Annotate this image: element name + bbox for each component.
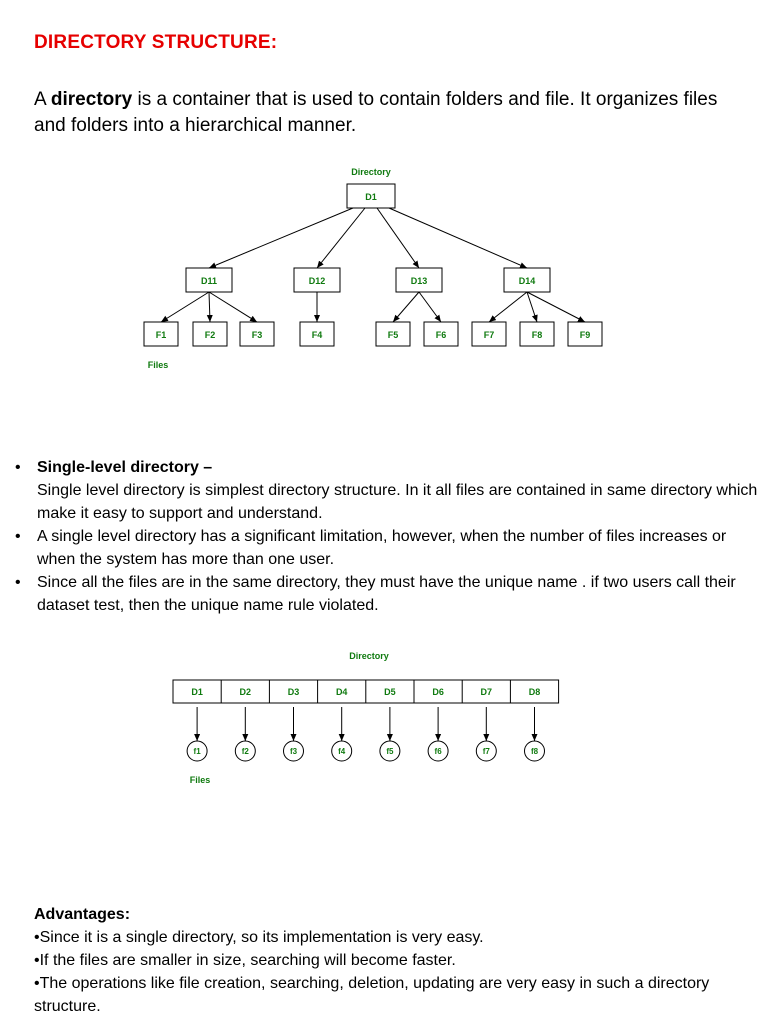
- bullet-item: [0, 456, 768, 525]
- tree-root-label: D1: [365, 192, 377, 202]
- tree-file-label: F5: [387, 330, 399, 340]
- single-file-label: f4: [338, 747, 346, 756]
- tree-edge: [317, 208, 365, 268]
- tree-edge: [209, 292, 257, 322]
- single-file-label: f7: [482, 747, 490, 756]
- intro-bold-term: directory: [50, 89, 133, 110]
- tree-edge: [209, 292, 210, 322]
- tree-edge: [419, 292, 441, 322]
- single-cell-label: D6: [432, 687, 444, 697]
- tree-edge: [389, 208, 527, 268]
- single-file-label: f3: [289, 747, 298, 756]
- tree-subdir-label: D11: [200, 276, 218, 286]
- single-level-directory-diagram: [0, 645, 768, 795]
- directory-tree-diagram: [0, 160, 768, 380]
- tree-file-label: F6: [435, 330, 447, 340]
- tree-edge: [393, 292, 419, 322]
- single-cell-label: D1: [191, 687, 203, 697]
- tree-subdir-label: D14: [518, 276, 536, 286]
- bullet-dot: •: [15, 574, 21, 591]
- bullet-item: [0, 525, 768, 571]
- tree-file-label: F3: [251, 330, 263, 340]
- tree-top-label: Directory: [351, 167, 391, 177]
- tree-edge: [161, 292, 209, 322]
- advantage-item: •If the files are smaller in size, searching will become faster.: [34, 952, 456, 969]
- single-cell-label: D2: [239, 687, 252, 697]
- single-cell-label: D7: [480, 687, 493, 697]
- tree-subdir-label: D12: [308, 276, 326, 286]
- single-file-label: f6: [434, 747, 442, 756]
- tree-edge: [489, 292, 527, 322]
- single-file-label: f2: [241, 747, 249, 756]
- intro-prefix: A: [34, 89, 51, 110]
- tree-file-label: F7: [483, 330, 495, 340]
- intro-suffix: is a container that is used to contain folders and file. It organizes files and folders into a hierarchical manner.: [34, 89, 718, 136]
- advantage-item: •The operations like file creation, searching, deletion, updating are very easy in such a directory structure.: [34, 975, 710, 1015]
- tree-files-label: Files: [147, 360, 169, 370]
- bullet-item: [0, 571, 768, 617]
- single-top-label: Directory: [349, 651, 389, 661]
- single-level-description: Single level directory is simplest directory structure. In it all files are contained in same directory which make it easy to support and understand.: [37, 482, 758, 522]
- advantage-item: •Since it is a single directory, so its implementation is very easy.: [34, 929, 484, 946]
- single-level-bullets: [0, 456, 768, 617]
- tree-file-label: F4: [311, 330, 323, 340]
- single-cell-label: D5: [384, 687, 396, 697]
- intro-paragraph: [34, 87, 754, 139]
- single-files-label: Files: [189, 775, 211, 785]
- bullet-dot: •: [15, 459, 21, 476]
- tree-file-label: F9: [579, 330, 591, 340]
- single-level-heading: Single-level directory –: [37, 459, 213, 476]
- single-file-label: f5: [386, 747, 394, 756]
- page-title: DIRECTORY STRUCTURE:: [34, 32, 278, 53]
- bullet-text: A single level directory has a significant limitation, however, when the number of files increases or when the system has more than one user.: [37, 528, 727, 568]
- single-file-label: f8: [530, 747, 539, 756]
- single-cell-label: D8: [528, 687, 541, 697]
- tree-edge: [209, 208, 353, 268]
- tree-edge: [377, 208, 419, 268]
- tree-subdir-label: D13: [410, 276, 428, 286]
- single-cell-label: D3: [287, 687, 300, 697]
- advantages-title: Advantages:: [34, 906, 131, 923]
- tree-file-label: F2: [204, 330, 216, 340]
- single-cell-label: D4: [335, 687, 348, 697]
- bullet-text: Since all the files are in the same directory, they must have the unique name . if two users call their dataset test, then the unique name rule violated.: [37, 574, 736, 614]
- tree-file-label: F8: [531, 330, 543, 340]
- bullet-dot: •: [15, 528, 21, 545]
- advantages-section: [34, 903, 754, 1018]
- tree-file-label: F1: [155, 330, 167, 340]
- single-file-label: f1: [193, 747, 201, 756]
